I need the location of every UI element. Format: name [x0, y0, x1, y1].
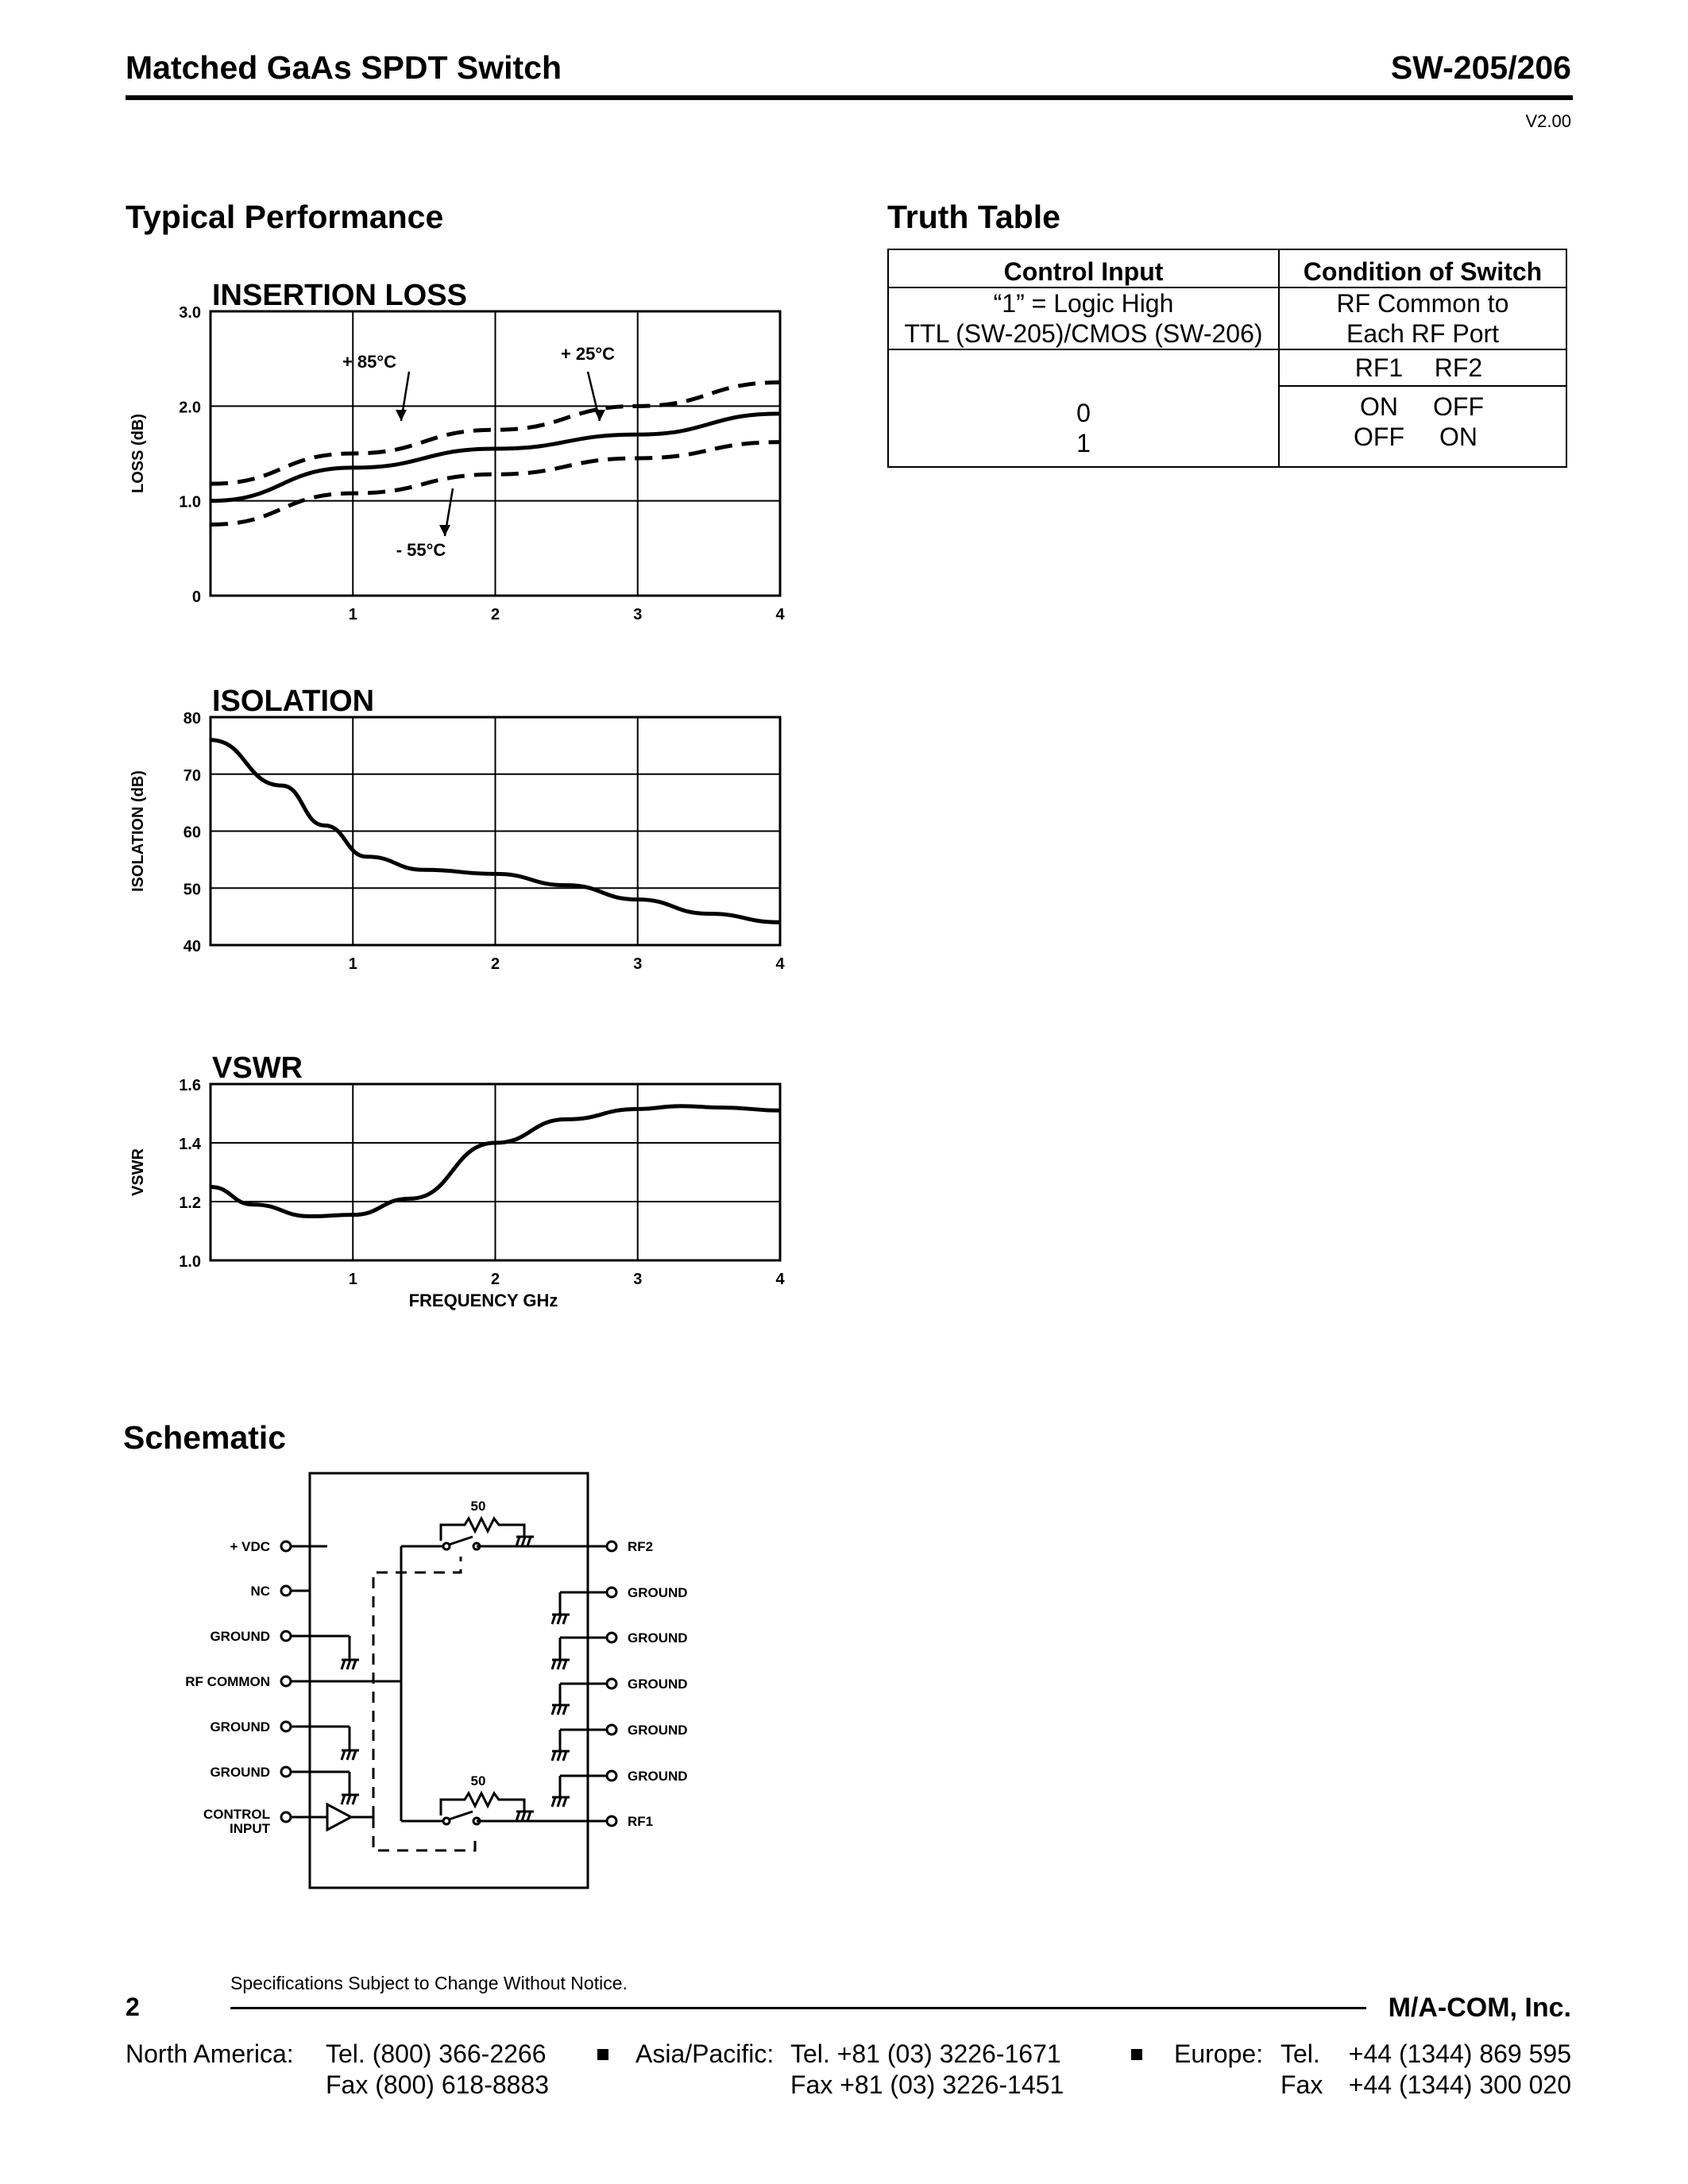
y-tick-label: 40 [183, 938, 201, 955]
eu-fax-label: Fax [1280, 2070, 1323, 2099]
x-tick-label: 4 [775, 955, 785, 973]
page-number: 2 [126, 1993, 140, 2021]
pin-label: GROUND [628, 1769, 688, 1784]
pin-label: RF COMMON [185, 1674, 270, 1689]
port-header-row [1280, 350, 1566, 387]
ground-symbols [342, 1537, 570, 1821]
y-tick-label: 1.4 [179, 1136, 201, 1153]
truth-table-states [1279, 349, 1566, 467]
y-tick-label: 1.0 [179, 493, 201, 511]
series-label: - 55°C [396, 540, 446, 560]
state-row: ON OFF [1360, 392, 1484, 421]
truth-table-header-condition: Condition of Switch [1279, 249, 1566, 287]
eu-tel-label: Tel. [1280, 2039, 1320, 2068]
resistor-bottom [441, 1793, 524, 1815]
pin-label: GROUND [628, 1630, 688, 1646]
x-tick-label: 2 [490, 1271, 500, 1288]
rf1-header: RF1 [1354, 353, 1404, 382]
y-tick-label: 50 [183, 881, 201, 899]
series-label: + 25°C [560, 344, 616, 364]
logic-high-label: “1” = Logic High [993, 289, 1174, 318]
page-title: Matched GaAs SPDT Switch [126, 49, 562, 86]
logic-family-label: TTL (SW-205)/CMOS (SW-206) [904, 319, 1263, 348]
bullet-icon [1131, 2049, 1142, 2060]
pin-label: GROUND [210, 1629, 270, 1644]
pin-label: GROUND [210, 1719, 270, 1734]
resistor-bottom-label: 50 [470, 1773, 486, 1788]
bullet-icon [597, 2049, 608, 2060]
x-tick-label: 4 [775, 1271, 785, 1288]
arrow-icon [594, 410, 605, 421]
ap-fax: Fax +81 (03) 3226-1451 [790, 2070, 1064, 2099]
performance-charts [119, 262, 802, 1326]
pin-label: INPUT [230, 1821, 270, 1836]
schematic-diagram [159, 1461, 731, 1906]
chart-title: INSERTION LOSS [212, 279, 467, 312]
section-typical-performance: Typical Performance [126, 199, 444, 235]
truth-table-header-control: Control Input [888, 249, 1279, 287]
ap-tel: Tel. +81 (03) 3226-1671 [790, 2039, 1061, 2068]
y-tick-label: 0 [191, 588, 201, 606]
pin-label: NC [250, 1584, 270, 1599]
x-axis-label: FREQUENCY GHz [408, 1291, 558, 1310]
y-axis-label: ISOLATION (dB) [129, 770, 147, 892]
company-name: M/A-COM, Inc. [1388, 1993, 1571, 2023]
eu-fax: +44 (1344) 300 020 [1348, 2070, 1571, 2099]
y-tick-label: 1.0 [179, 1253, 201, 1271]
pin-label: CONTROL [203, 1807, 270, 1822]
control-input-1: 1 [1076, 429, 1091, 457]
part-number: SW-205/206 [1390, 49, 1571, 86]
truth-table [887, 249, 1567, 468]
pin-label: GROUND [628, 1677, 688, 1692]
y-tick-label: 70 [183, 766, 201, 785]
y-tick-label: 60 [183, 824, 201, 842]
control-input-0: 0 [1076, 399, 1091, 427]
pin-label: GROUND [628, 1723, 688, 1738]
y-tick-label: 1.6 [179, 1077, 201, 1094]
y-tick-label: 2.0 [179, 399, 201, 417]
truth-table-cell [888, 287, 1279, 349]
na-label: North America: [126, 2039, 294, 2068]
resistor-top [441, 1518, 524, 1541]
y-tick-label: 1.2 [179, 1194, 201, 1212]
pin-label: GROUND [628, 1585, 688, 1600]
footer-rule [230, 2007, 1366, 2009]
x-tick-label: 4 [775, 606, 785, 623]
rf-common-label: RF Common to [1336, 289, 1509, 318]
x-tick-label: 1 [348, 606, 357, 623]
eu-tel: +44 (1344) 869 595 [1348, 2039, 1571, 2068]
y-tick-label: 80 [183, 710, 201, 727]
x-tick-label: 3 [633, 1271, 643, 1288]
header-rule [126, 95, 1573, 100]
version-label: V2.00 [1525, 111, 1571, 131]
chart-title: VSWR [212, 1051, 303, 1085]
x-tick-label: 1 [348, 955, 357, 973]
left-pin-stubs [281, 1542, 401, 1822]
arrow-icon [439, 525, 450, 536]
notice-text: Specifications Subject to Change Without Notice. [230, 1973, 628, 1993]
pin-label: GROUND [210, 1765, 270, 1780]
x-tick-label: 2 [490, 606, 500, 623]
isolation-chart [129, 685, 785, 973]
chart-title: ISOLATION [212, 685, 375, 718]
x-tick-label: 3 [633, 955, 643, 973]
arrow-icon [396, 410, 407, 421]
series-label: + 85°C [342, 352, 397, 372]
y-axis-label: VSWR [129, 1148, 147, 1196]
pin-label: + VDC [230, 1539, 270, 1554]
truth-table-inputs [888, 349, 1279, 467]
truth-table-cell [1279, 287, 1566, 349]
each-port-label: Each RF Port [1346, 319, 1500, 348]
na-fax: Fax (800) 618-8883 [326, 2070, 550, 2099]
pin-label: RF1 [628, 1814, 654, 1829]
x-tick-label: 1 [348, 1271, 357, 1288]
state-row: OFF ON [1354, 423, 1477, 451]
x-tick-label: 3 [633, 606, 643, 623]
insertion-loss-chart [129, 279, 785, 623]
x-tick-label: 2 [490, 955, 500, 973]
y-axis-label: LOSS (dB) [129, 414, 147, 493]
vswr-chart [129, 1051, 785, 1310]
eu-label: Europe: [1174, 2039, 1264, 2068]
rf2-header: RF2 [1434, 353, 1483, 382]
right-pin-stubs [477, 1542, 616, 1826]
pin-label: RF2 [628, 1539, 654, 1554]
y-tick-label: 3.0 [179, 304, 201, 322]
ap-label: Asia/Pacific: [635, 2039, 774, 2068]
section-schematic: Schematic [123, 1419, 287, 1456]
na-tel: Tel. (800) 366-2266 [326, 2039, 547, 2068]
buffer-icon [327, 1804, 351, 1830]
section-truth-table: Truth Table [887, 199, 1060, 235]
resistor-top-label: 50 [470, 1499, 486, 1514]
